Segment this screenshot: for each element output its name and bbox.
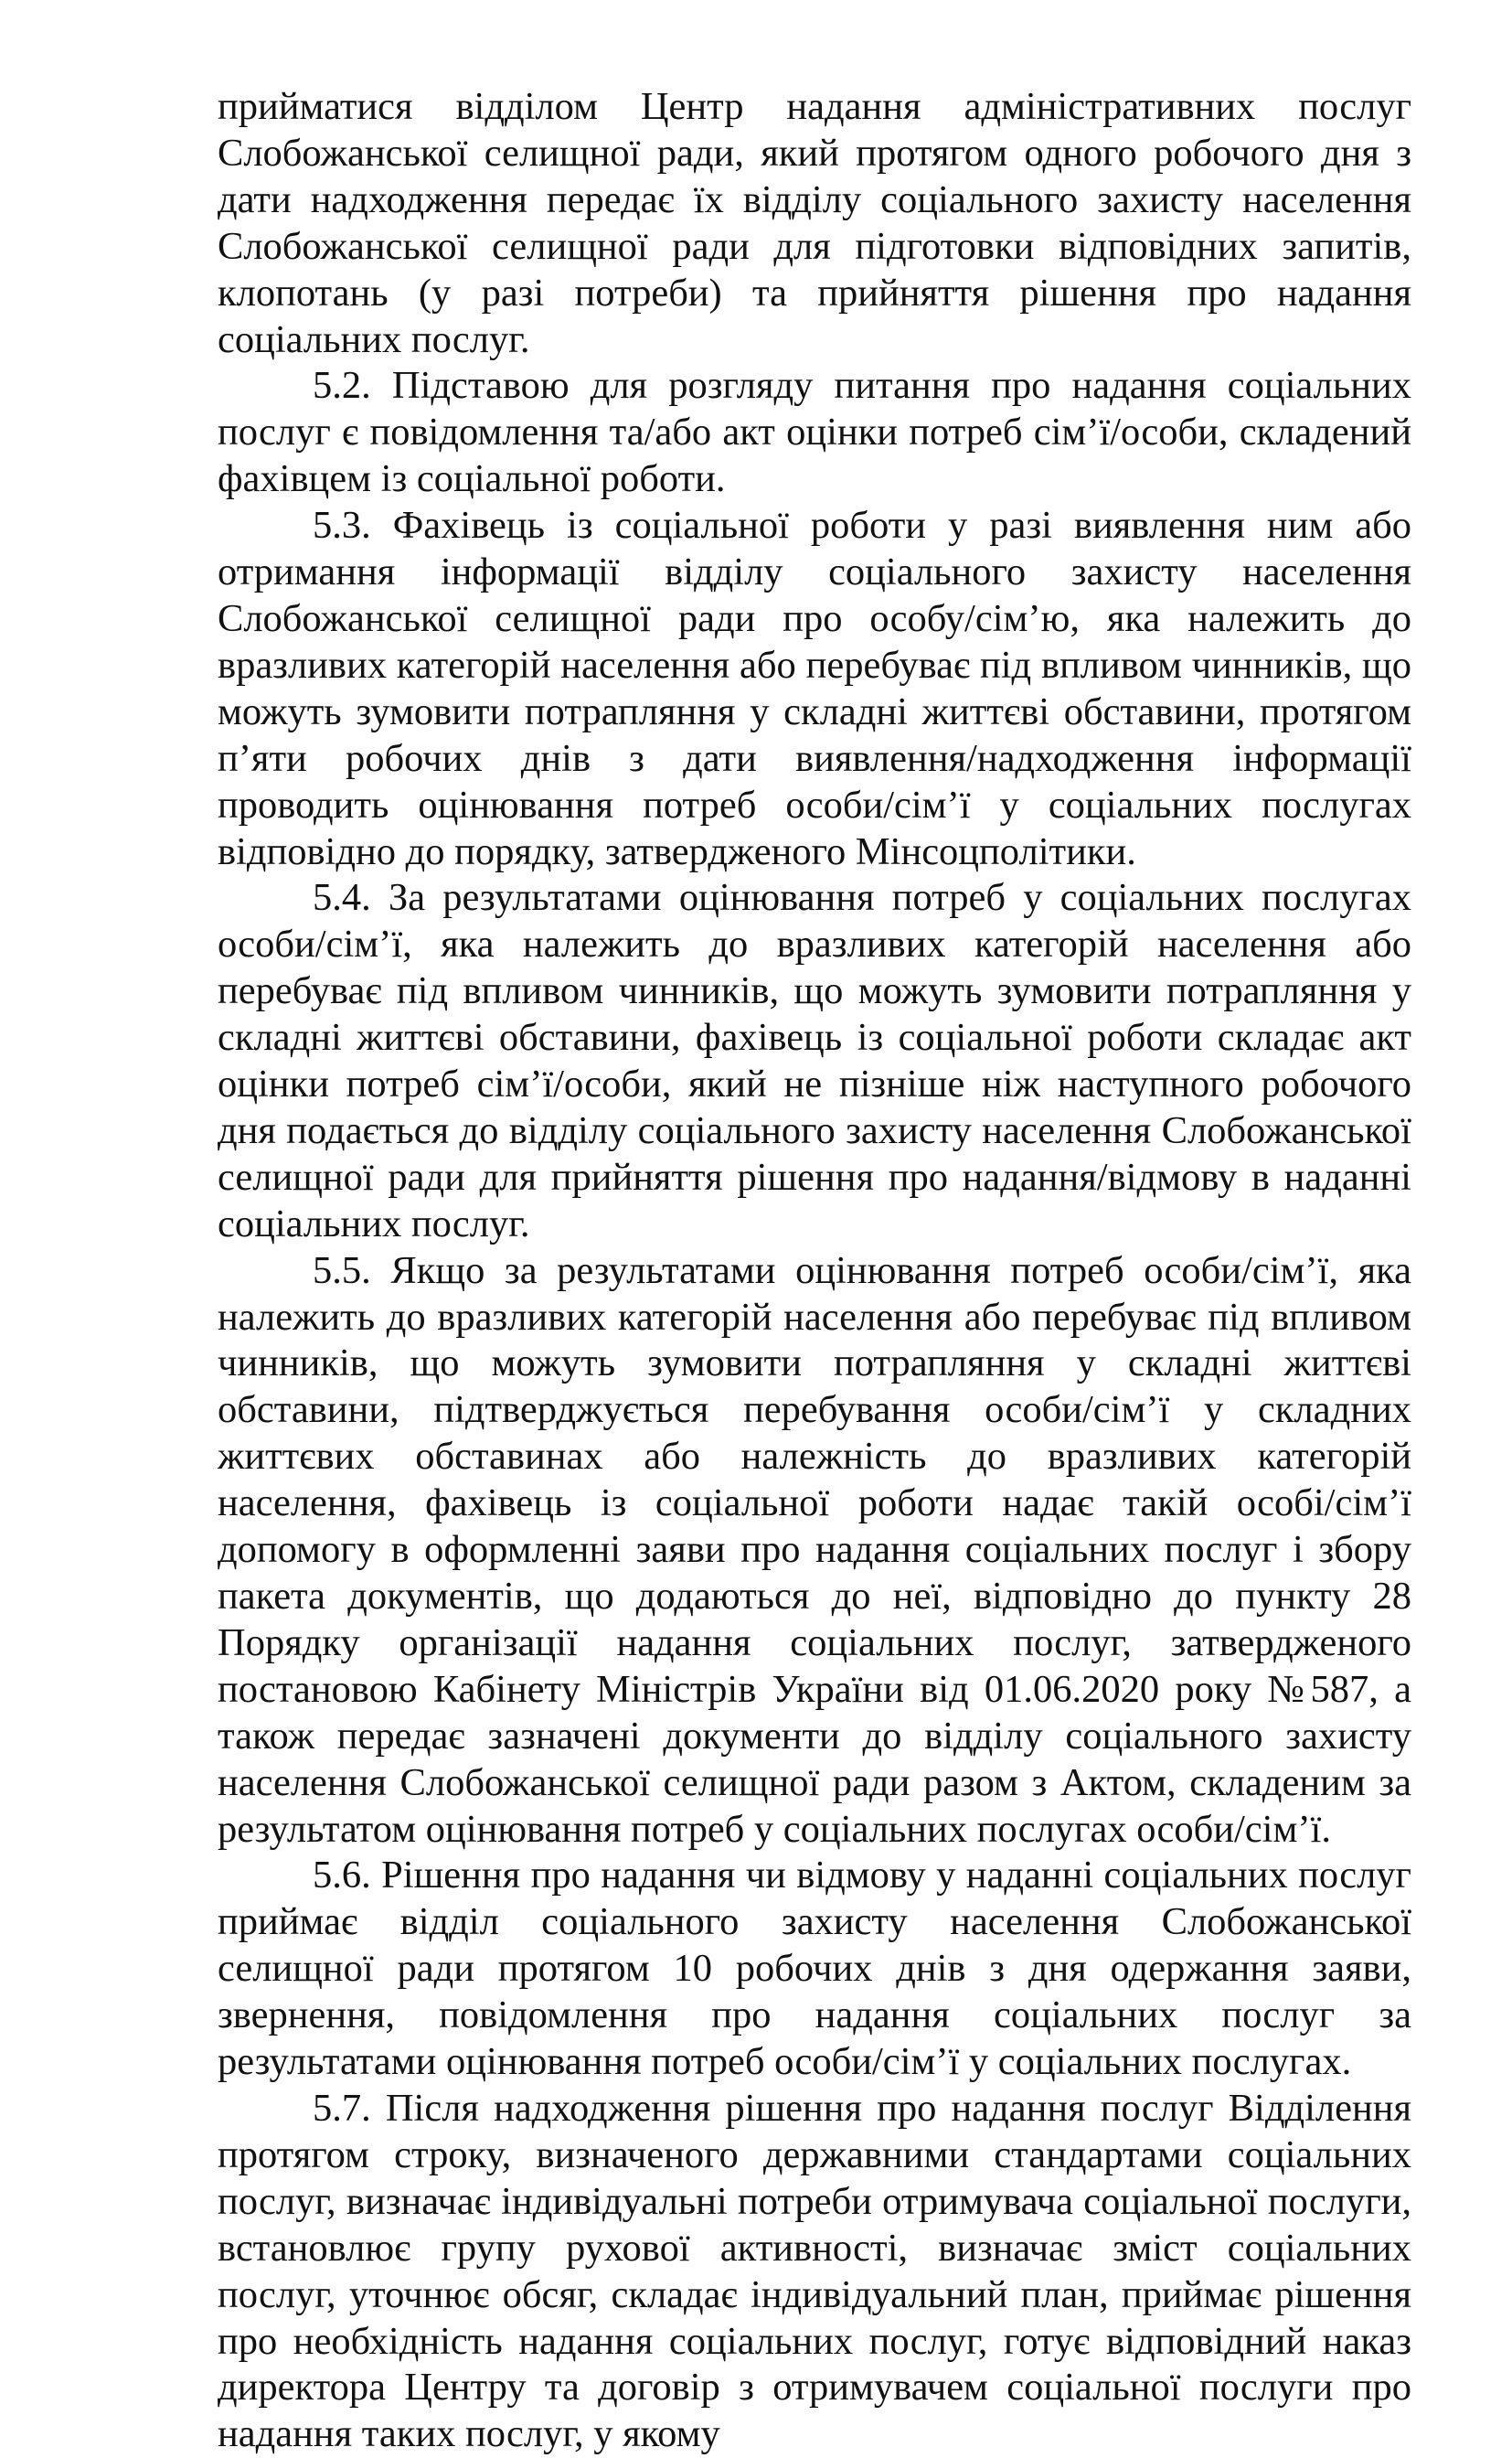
paragraph-5-5: 5.5. Якщо за результатами оцінювання потреб особи/сім’ї, яка належить до вразливих категорій населення або перебуває під впливом чинників, що можуть зумовити потрапляння у складні життєві обставини, підтверджується перебування особи/сім’ї у складних життєвих обставинах або належність до вразливих категорій населення, фахівець із соціальної роботи надає такій особі/сім’ї допомогу в оформленні заяви про надання соціальних послуг і збору пакета документів, що додаються до неї, відповідно до пункту 28 Порядку організації надання соціальних послуг, затвердженого постановою Кабінету Міністрів України від 01.06.2020 року №587, а також передає зазначені документи до відділу соціального захисту населення Слобожанської селищної ради разом з Актом, складеним за результатом оцінювання потреб у соціальних послугах особи/сім’ї. (218, 1248, 1411, 1851)
document-page (218, 84, 1411, 2458)
paragraph-5-3: 5.3. Фахівець із соціальної роботи у разі виявлення ним або отримання інформації відділу соціального захисту населення Слобожанської селищної ради про особу/сім’ю, яка належить до вразливих категорій населення або перебуває під впливом чинників, що можуть зумовити потрапляння у складні життєві обставини, протягом п’яти робочих днів з дати виявлення/надходження інформації проводить оцінювання потреб особи/сім’ї у соціальних послугах відповідно до порядку, затвердженого Мінсоцполітики. (218, 504, 1411, 873)
paragraph-5-4: 5.4. За результатами оцінювання потреб у соціальних послугах особи/сім’ї, яка належить до вразливих категорій населення або перебуває під впливом чинників, що можуть зумовити потрапляння у складні життєві обставини, фахівець із соціальної роботи складає акт оцінки потреб сім’ї/особи, який не пізніше ніж наступного робочого дня подається до відділу соціального захисту населення Слобожанської селищної ради для прийняття рішення про надання/відмову в наданні соціальних послуг. (218, 876, 1411, 1245)
paragraph-continuation: прийматися відділом Центр надання адміністративних послуг Слобожанської селищної ради, який протягом одного робочого дня з дати надходження передає їх відділу соціального захисту населення Слобожанської селищної ради для підготовки відповідних запитів, клопотань (у разі потреби) та прийняття рішення про надання соціальних послуг. (218, 85, 1411, 361)
paragraph-5-6: 5.6. Рішення про надання чи відмову у наданні соціальних послуг приймає відділ соціального захисту населення Слобожанської селищної ради протягом 10 робочих днів з дня одержання заяви, звернення, повідомлення про надання соціальних послуг за результатами оцінювання потреб особи/сім’ї у соціальних послугах. (218, 1854, 1411, 2084)
paragraph-5-7: 5.7. Після надходження рішення про надання послуг Відділення протягом строку, визначеного державними стандартами соціальних послуг, визначає індивідуальні потреби отримувача соціальної послуги, встановлює групу рухової активності, визначає зміст соціальних послуг, уточнює обсяг, складає індивідуальний план, приймає рішення про необхідність надання соціальних послуг, готує відповідний наказ директора Центру та договір з отримувачем соціальної послуги про надання таких послуг, у якому (218, 2086, 1411, 2456)
paragraph-5-2: 5.2. Підставою для розгляду питання про надання соціальних послуг є повідомлення та/або акт оцінки потреб сім’ї/особи, складений фахівцем із соціальної роботи. (218, 364, 1411, 501)
